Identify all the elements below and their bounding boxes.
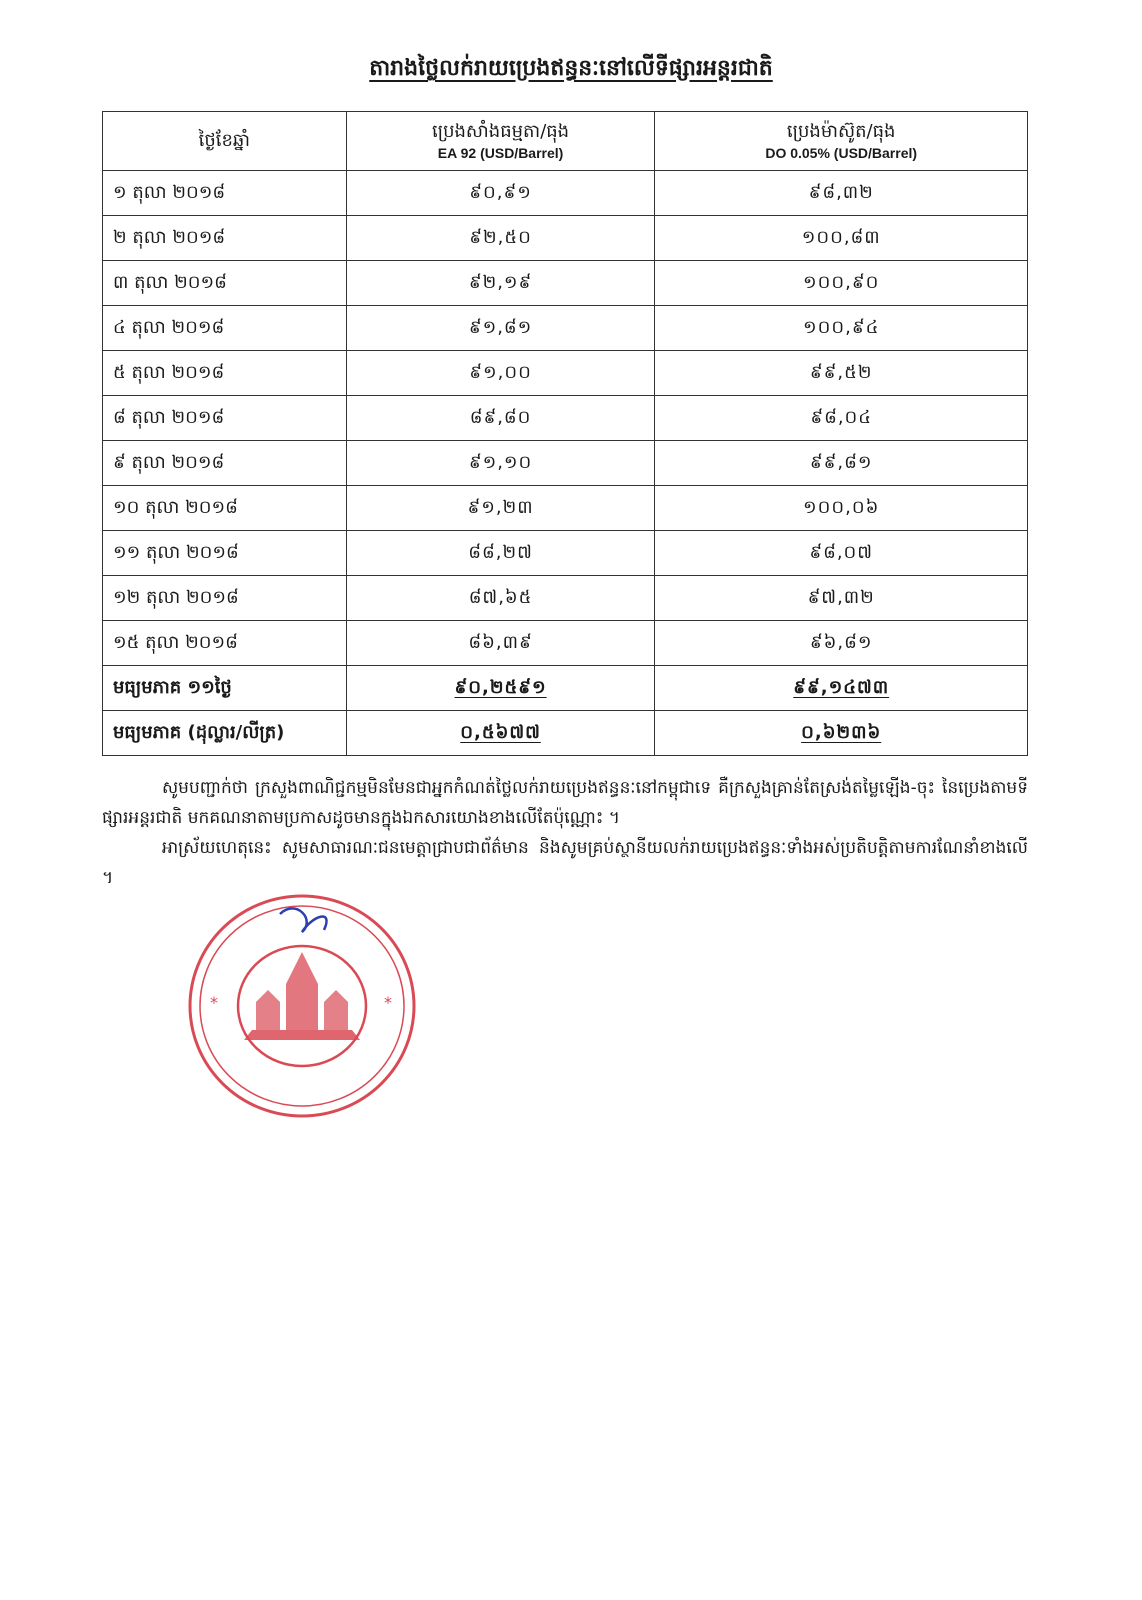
do-cell: ១០០,៩០ [655, 261, 1028, 306]
do-cell: ៩៨,៣២ [655, 171, 1028, 216]
date-cell: ៥ តុលា ២០១៨ [103, 351, 347, 396]
ministry-seal [184, 890, 420, 1122]
table-row [103, 576, 1028, 621]
average-label: មធ្យមភាគ (ដុល្លារ/លីត្រ) [103, 711, 347, 756]
do-cell: ៩៩,៥២ [655, 351, 1028, 396]
table-row [103, 171, 1028, 216]
date-cell: ៤ តុលា ២០១៨ [103, 306, 347, 351]
ea92-cell: ៩០,៩១ [346, 171, 655, 216]
date-cell: ១០ តុលា ២០១៨ [103, 486, 347, 531]
do-cell: ១០០,០៦ [655, 486, 1028, 531]
table-row [103, 441, 1028, 486]
average-row-per-litre [103, 711, 1028, 756]
table-row [103, 261, 1028, 306]
table-row [103, 531, 1028, 576]
ea92-cell: ៩១,៨១ [346, 306, 655, 351]
date-cell: ១ តុលា ២០១៨ [103, 171, 347, 216]
header-date: ថ្ងៃខែឆ្នាំ [103, 112, 347, 171]
do-cell: ៩៨,០៧ [655, 531, 1028, 576]
document-title: តារាងថ្លៃលក់រាយប្រេងឥន្ធនៈនៅលើទីផ្សារអន្តរជាតិ [369, 56, 773, 81]
do-average: ៩៩,១៤៧៣ [655, 666, 1028, 711]
ea92-average-litre: ០,៥៦៧៧ [346, 711, 655, 756]
notice-paragraph-2: អាស្រ័យហេតុនេះ សូមសាធារណៈជនមេត្តាជ្រាបជាព័ត៌មាន និងសូមគ្រប់ស្ថានីយលក់រាយប្រេងឥន្ធនៈទាំងអស់ប្រតិបត្តិតាមការណែនាំខាងលើ ។ [102, 838, 1028, 888]
date-cell: ៣ តុលា ២០១៨ [103, 261, 347, 306]
ea92-cell: ៨៩,៨០ [346, 396, 655, 441]
do-average-litre: ០,៦២៣៦ [655, 711, 1028, 756]
svg-text:*: * [210, 993, 218, 1012]
notice-text [102, 773, 1028, 893]
ea92-cell: ៩១,០០ [346, 351, 655, 396]
ea92-cell: ៨៨,២៧ [346, 531, 655, 576]
table-row [103, 306, 1028, 351]
table-row [103, 351, 1028, 396]
header-do: ប្រេងម៉ាស៊ូត/ធុង DO 0.05% (USD/Barrel) [655, 112, 1028, 171]
header-ea92: ប្រេងសាំងធម្មតា/ធុង EA 92 (USD/Barrel) [346, 112, 655, 171]
do-cell: ១០០,៩៤ [655, 306, 1028, 351]
ea92-average: ៩០,២៥៩១ [346, 666, 655, 711]
average-label: មធ្យមភាគ ១១ថ្ងៃ [103, 666, 347, 711]
date-cell: ១២ តុលា ២០១៨ [103, 576, 347, 621]
do-cell: ៩៨,០៤ [655, 396, 1028, 441]
seal-stamp-icon [184, 890, 420, 1122]
date-cell: ៩ តុលា ២០១៨ [103, 441, 347, 486]
ea92-cell: ៩២,១៩ [346, 261, 655, 306]
table-row [103, 216, 1028, 261]
do-cell: ៩៩,៨១ [655, 441, 1028, 486]
average-row-11-days [103, 666, 1028, 711]
date-cell: ៨ តុលា ២០១៨ [103, 396, 347, 441]
table-row [103, 396, 1028, 441]
do-cell: ៩៦,៨១ [655, 621, 1028, 666]
ea92-cell: ៩១,២៣ [346, 486, 655, 531]
date-cell: ២ តុលា ២០១៨ [103, 216, 347, 261]
ea92-cell: ៨៦,៣៩ [346, 621, 655, 666]
date-cell: ១១ តុលា ២០១៨ [103, 531, 347, 576]
table-row [103, 486, 1028, 531]
ea92-cell: ៩១,១០ [346, 441, 655, 486]
notice-paragraph-1: សូមបញ្ជាក់ថា ក្រសួងពាណិជ្ជកម្មមិនមែនជាអ្នកកំណត់ថ្លៃលក់រាយប្រេងឥន្ធនៈនៅកម្ពុជាទេ គឺក្រសួងគ្រាន់តែស្រង់តម្លៃឡើង-ចុះ នៃប្រេងតាមទីផ្សារអន្តរជាតិ មកគណនាតាមប្រកាសដូចមានក្នុងឯកសារយោងខាងលើតែប៉ុណ្ណោះ ។ [102, 778, 1028, 828]
svg-text:*: * [384, 993, 392, 1012]
date-cell: ១៥ តុលា ២០១៨ [103, 621, 347, 666]
do-cell: ១០០,៨៣ [655, 216, 1028, 261]
ea92-cell: ៨៧,៦៥ [346, 576, 655, 621]
table-header-row [103, 112, 1028, 171]
do-cell: ៩៧,៣២ [655, 576, 1028, 621]
table-row [103, 621, 1028, 666]
fuel-price-table [102, 111, 1028, 756]
ea92-cell: ៩២,៥០ [346, 216, 655, 261]
